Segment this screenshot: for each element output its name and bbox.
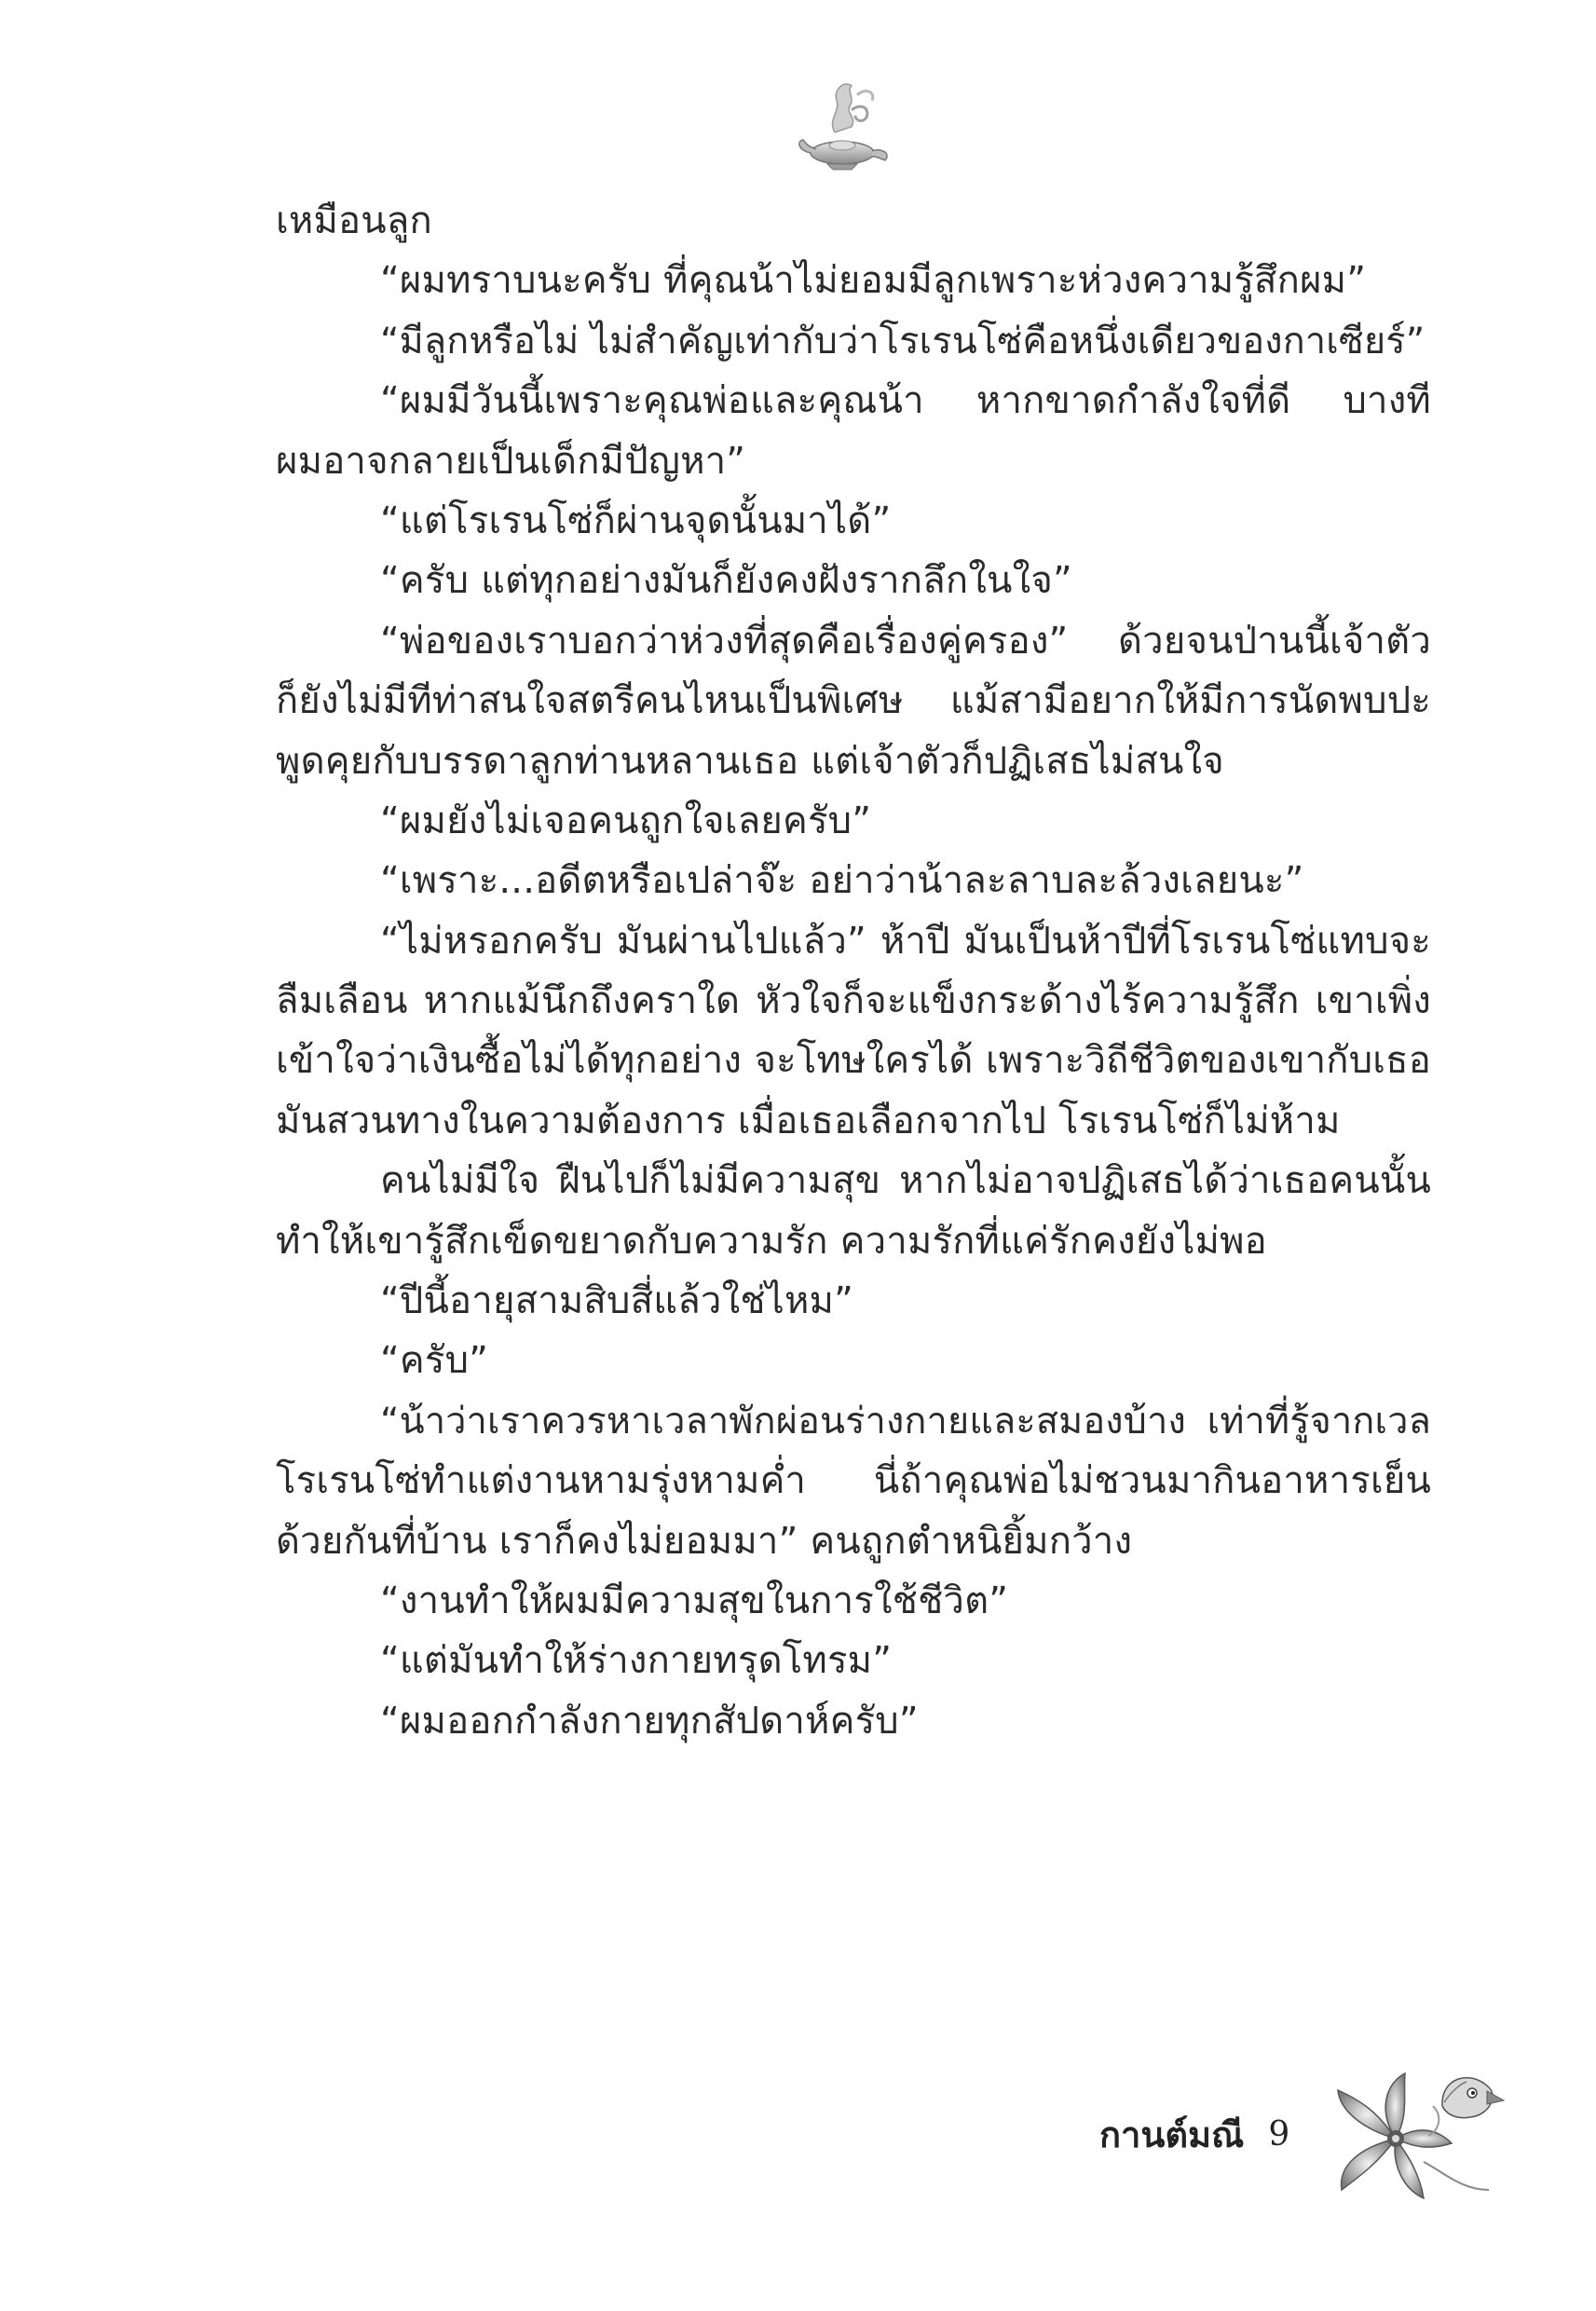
text-line: “แต่โรเรนโซ่ก็ผ่านจุดนั้นมาได้” (380, 499, 892, 542)
flower-ornament-icon (1330, 2050, 1507, 2208)
text-line: “ไม่หรอกครับ มันผ่านไปแล้ว” ห้าปี มันเป็นห้าปีที่โรเรนโซ่แทบจะ (380, 919, 1431, 963)
text-line: “น้าว่าเราควรหาเวลาพักผ่อนร่างกายและสมองบ้าง เท่าที่รู้จากเวล (380, 1399, 1431, 1443)
text-line: ก็ยังไม่มีทีท่าสนใจสตรีคนไหนเป็นพิเศษ แม้สามีอยากให้มีการนัดพบปะ (276, 679, 1431, 723)
text-line: “ผมมีวันนี้เพราะคุณพ่อและคุณน้า หากขาดกำลังใจที่ดี บางที (380, 379, 1431, 423)
text-line: “พ่อของเราบอกว่าห่วงที่สุดคือเรื่องคู่ครอง” ด้วยจนป่านนี้เจ้าตัว (380, 619, 1431, 663)
page-footer (1099, 2106, 1289, 2162)
text-line: เหมือนลูก (276, 199, 432, 242)
text-line: “เพราะ...อดีตหรือเปล่าจ๊ะ อย่าว่าน้าละลาบละล้วงเลยนะ” (380, 859, 1304, 903)
text-line: “งานทำให้ผมมีความสุขในการใช้ชีวิต” (380, 1579, 1009, 1622)
text-line: “ผมทราบนะครับ ที่คุณน้าไม่ยอมมีลูกเพราะห่วงความรู้สึกผม” (380, 259, 1367, 303)
text-line: เข้าใจว่าเงินซื้อไม่ได้ทุกอย่าง จะโทษใครได้ เพราะวิถีชีวิตของเขากับเธอ (276, 1039, 1431, 1083)
text-line: “แต่มันทำให้ร่างกายทรุดโทรม” (380, 1639, 893, 1683)
text-line: “ผมยังไม่เจอคนถูกใจเลยครับ” (380, 799, 872, 842)
text-line: “ครับ” (380, 1339, 489, 1383)
text-line: “ครับ แต่ทุกอย่างมันก็ยังคงฝังรากลึกในใจ” (380, 559, 1072, 603)
book-title: กานต์มณี (1099, 2113, 1245, 2155)
text-line: ทำให้เขารู้สึกเข็ดขยาดกับความรัก ความรักที่แค่รักคงยังไม่พอ (276, 1219, 1267, 1263)
text-line: โรเรนโซ่ทำแต่งานหามรุ่งหามค่ำ นี่ถ้าคุณพ่อไม่ชวนมากินอาหารเย็น (276, 1459, 1431, 1503)
lamp-ornament-icon (790, 67, 902, 179)
text-line: พูดคุยกับบรรดาลูกท่านหลานเธอ แต่เจ้าตัวก็ปฏิเสธไม่สนใจ (276, 739, 1224, 783)
text-line: ผมอาจกลายเป็นเด็กมีปัญหา” (276, 439, 746, 483)
text-line: “ปีนี้อายุสามสิบสี่แล้วใช่ไหม” (380, 1279, 854, 1323)
text-line: ลืมเลือน หากแม้นึกถึงคราใด หัวใจก็จะแข็งกระด้างไร้ความรู้สึก เขาเพิ่ง (276, 979, 1431, 1023)
text-lines (276, 191, 1431, 1751)
text-line: “ผมออกกำลังกายทุกสัปดาห์ครับ” (380, 1699, 919, 1743)
text-line: คนไม่มีใจ ฝืนไปก็ไม่มีความสุข หากไม่อาจปฏิเสธได้ว่าเธอคนนั้น (380, 1159, 1431, 1203)
text-line: มันสวนทางในความต้องการ เมื่อเธอเลือกจากไป โรเรนโซ่ก็ไม่ห้าม (276, 1099, 1341, 1142)
text-line: ด้วยกันที่บ้าน เราก็คงไม่ยอมมา” คนถูกตำหนิยิ้มกว้าง (276, 1519, 1133, 1563)
text-line: “มีลูกหรือไม่ ไม่สำคัญเท่ากับว่าโรเรนโซ่คือหนึ่งเดียวของกาเซียร์” (380, 319, 1425, 362)
page-number: 9 (1268, 2114, 1290, 2154)
body-text (276, 191, 1431, 1751)
